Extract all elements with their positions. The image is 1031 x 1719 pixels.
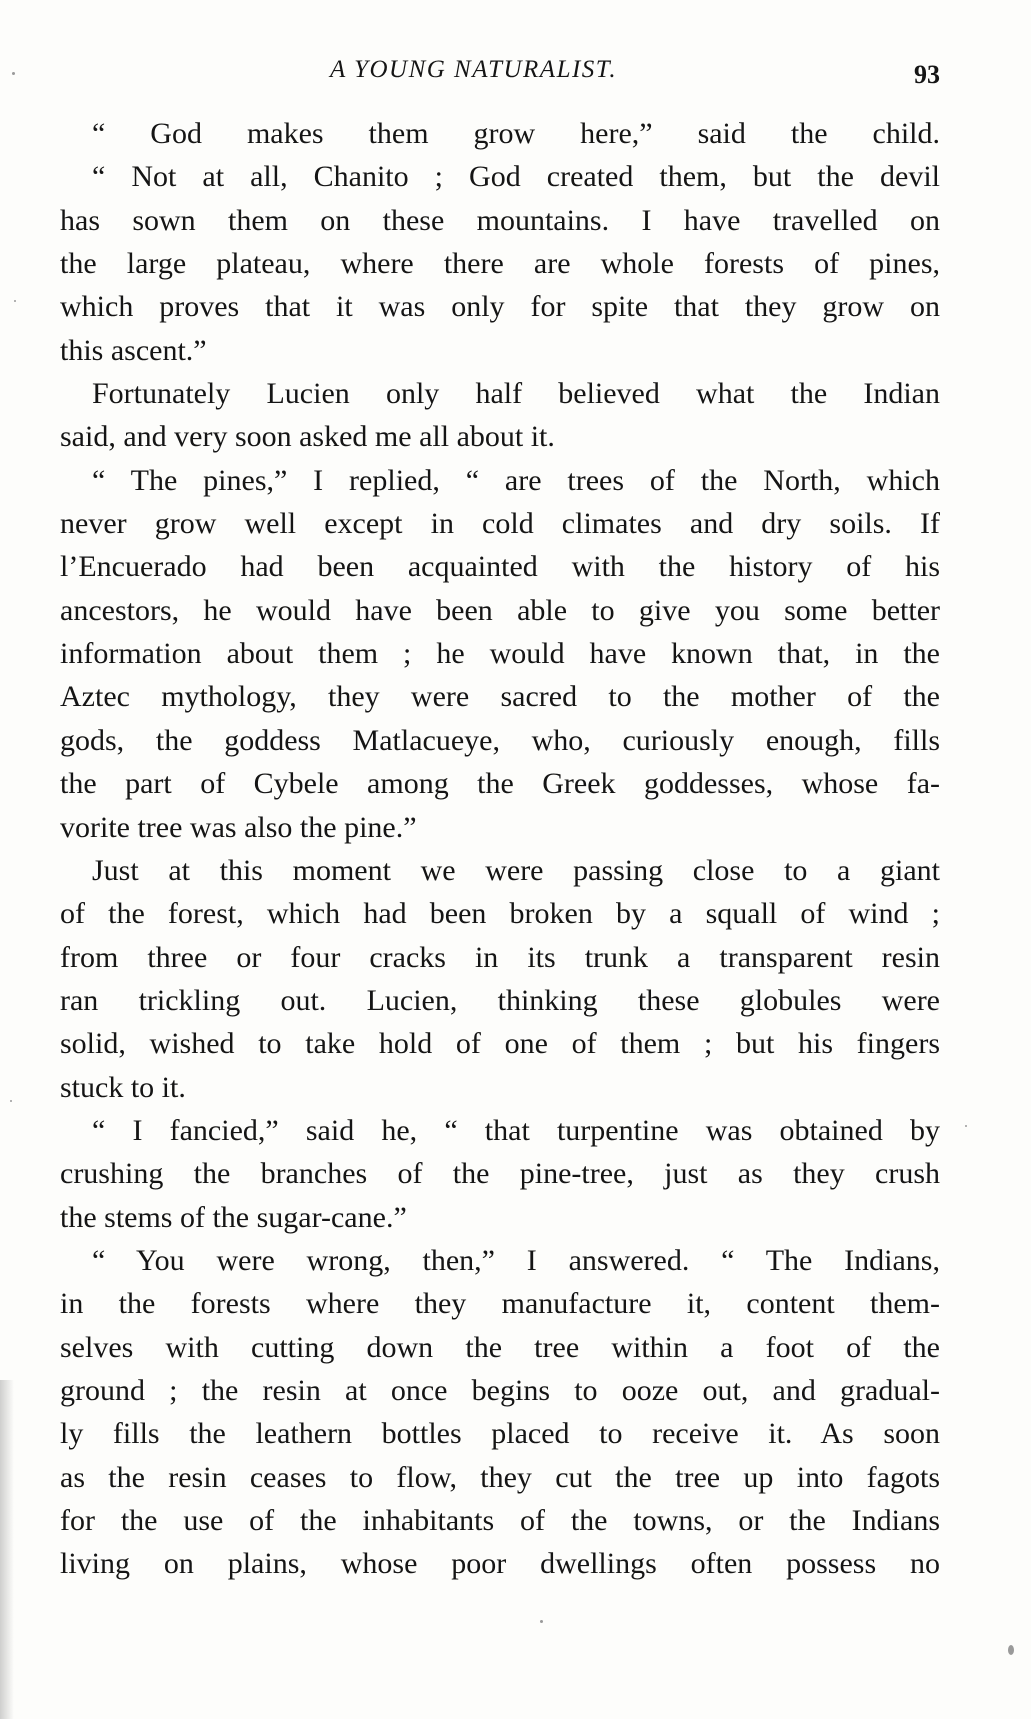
page-number: 93 xyxy=(914,60,940,89)
text-line: in the forests where they manufacture it, content them- xyxy=(60,1287,940,1321)
text-line: living on plains, whose poor dwellings often possess no xyxy=(60,1547,940,1581)
text-line: Just at this moment we were passing close to a giant xyxy=(92,853,940,887)
scan-speck xyxy=(1008,1645,1014,1655)
text-line: “ I fancied,” said he, “ that turpentine was obtained by xyxy=(92,1113,940,1147)
running-title: A YOUNG NATURALIST. xyxy=(330,56,618,83)
text-line: the large plateau, where there are whole forests of pines, xyxy=(60,247,940,281)
text-line: ly fills the leathern bottles placed to receive it. As soon xyxy=(60,1417,940,1451)
text-line: vorite tree was also the pine.” xyxy=(60,810,417,844)
scan-speck xyxy=(965,1125,967,1127)
text-line: has sown them on these mountains. I have travelled on xyxy=(60,203,940,237)
body-text xyxy=(60,112,940,1586)
text-line: Fortunately Lucien only half believed what the Indian xyxy=(92,377,940,411)
text-line: the stems of the sugar-cane.” xyxy=(60,1200,407,1234)
text-line: stuck to it. xyxy=(60,1070,186,1104)
text-line: for the use of the inhabitants of the towns, or the Indians xyxy=(60,1504,940,1537)
scan-edge-shadow xyxy=(0,1380,14,1719)
text-line: from three or four cracks in its trunk a transparent resin xyxy=(60,940,940,974)
page-header xyxy=(60,52,940,92)
scan-speck xyxy=(540,1620,543,1623)
text-line: Aztec mythology, they were sacred to the mother of the xyxy=(60,680,940,714)
text-line: this ascent.” xyxy=(60,333,207,367)
text-line: ran trickling out. Lucien, thinking these globules were xyxy=(60,983,940,1017)
text-line: l’Encuerado had been acquainted with the history of his xyxy=(60,550,940,584)
text-line: which proves that it was only for spite that they grow on xyxy=(60,290,940,324)
text-line: information about them ; he would have known that, in the xyxy=(60,637,940,671)
text-line: “ God makes them grow here,” said the child. xyxy=(92,117,940,150)
text-line: solid, wished to take hold of one of them ; but his fingers xyxy=(60,1027,940,1061)
scan-speck xyxy=(14,300,16,302)
text-line: the part of Cybele among the Greek goddesses, whose fa- xyxy=(60,767,940,801)
scan-speck xyxy=(10,1100,12,1102)
text-line: crushing the branches of the pine-tree, just as they crush xyxy=(60,1157,940,1191)
text-line: “ You were wrong, then,” I answered. “ The Indians, xyxy=(92,1243,940,1277)
text-line: selves with cutting down the tree within a foot of the xyxy=(60,1330,940,1364)
text-line: “ The pines,” I replied, “ are trees of the North, which xyxy=(92,463,940,497)
scan-speck xyxy=(12,72,15,75)
text-line: “ Not at all, Chanito ; God created them, but the devil xyxy=(92,160,940,194)
text-line: of the forest, which had been broken by a squall of wind ; xyxy=(60,897,940,931)
text-line: ancestors, he would have been able to give you some better xyxy=(60,593,940,627)
text-line: as the resin ceases to flow, they cut the tree up into fagots xyxy=(60,1460,940,1494)
text-line: gods, the goddess Matlacueye, who, curiously enough, fills xyxy=(60,723,940,757)
text-line: ground ; the resin at once begins to ooze out, and gradual- xyxy=(60,1373,940,1407)
text-line: said, and very soon asked me all about it. xyxy=(60,420,555,454)
text-line: never grow well except in cold climates and dry soils. If xyxy=(60,507,940,541)
